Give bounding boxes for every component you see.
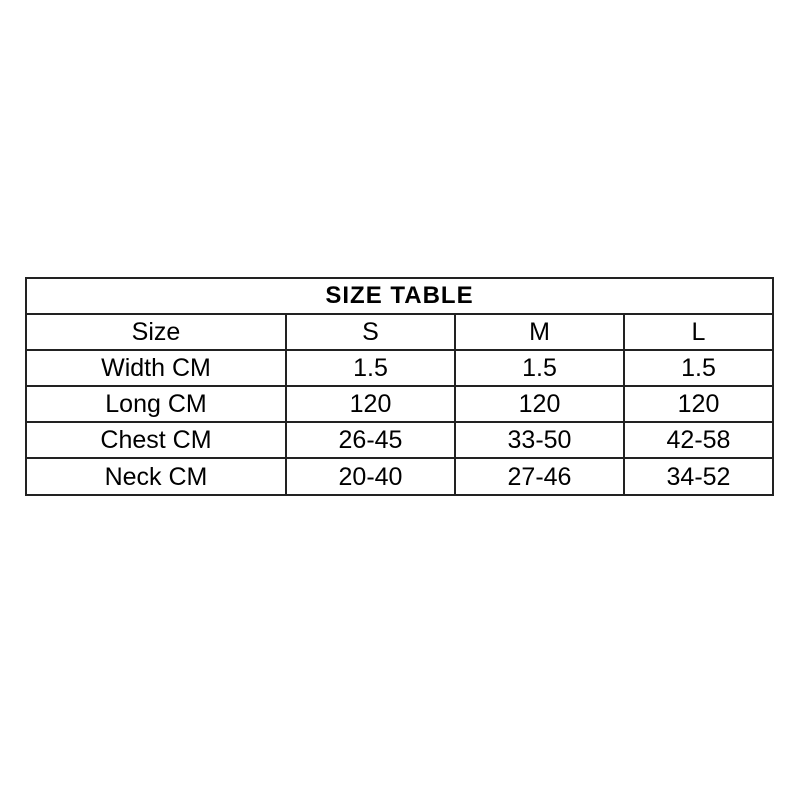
table-header-row (26, 314, 773, 350)
table-cell: 42-58 (624, 422, 773, 458)
row-label: Width CM (26, 350, 286, 386)
table-cell: 1.5 (455, 350, 624, 386)
size-table (25, 277, 774, 496)
table-title-row (26, 278, 773, 314)
table-cell: 33-50 (455, 422, 624, 458)
table-title: SIZE TABLE (26, 278, 773, 314)
table-cell: 27-46 (455, 458, 624, 495)
table-cell: 120 (286, 386, 455, 422)
table-cell: 26-45 (286, 422, 455, 458)
row-label: Long CM (26, 386, 286, 422)
table-row (26, 458, 773, 495)
table-row (26, 386, 773, 422)
header-cell-size: Size (26, 314, 286, 350)
table-row (26, 350, 773, 386)
header-cell-s: S (286, 314, 455, 350)
row-label: Chest CM (26, 422, 286, 458)
table-cell: 120 (455, 386, 624, 422)
table-cell: 20-40 (286, 458, 455, 495)
header-cell-m: M (455, 314, 624, 350)
row-label: Neck CM (26, 458, 286, 495)
table-cell: 1.5 (286, 350, 455, 386)
header-cell-l: L (624, 314, 773, 350)
table-cell: 1.5 (624, 350, 773, 386)
table-cell: 34-52 (624, 458, 773, 495)
table-row (26, 422, 773, 458)
table-cell: 120 (624, 386, 773, 422)
